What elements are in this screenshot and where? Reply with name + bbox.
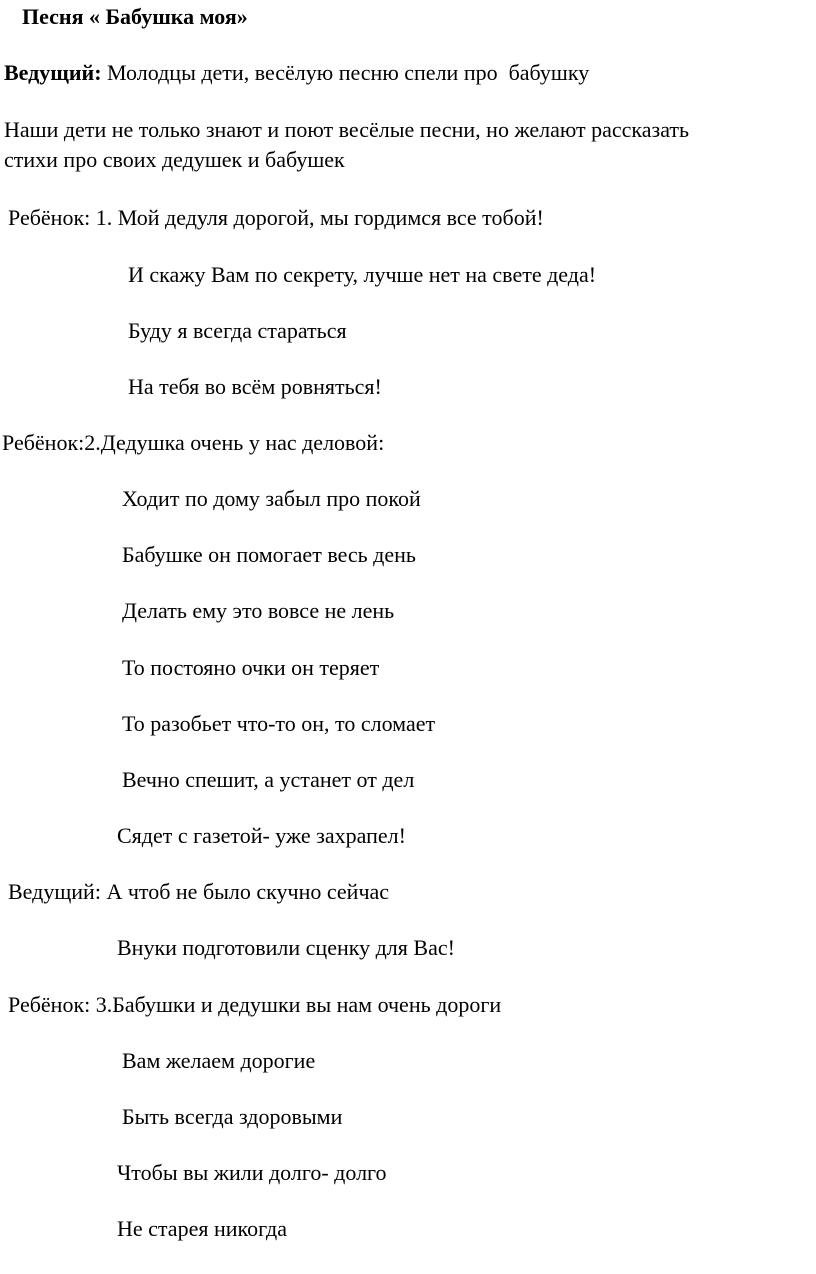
song-title: Песня « Бабушка моя»: [22, 4, 248, 29]
child2-line: Сядет с газетой- уже захрапел!: [117, 823, 406, 848]
child1-line: Буду я всегда стараться: [128, 318, 347, 343]
host-intro-text: Молодцы дети, весёлую песню спели про бабушку: [101, 60, 590, 85]
child3-line: Вам желаем дорогие: [122, 1048, 316, 1073]
child1-line: И скажу Вам по секрету, лучше нет на свете деда!: [128, 262, 597, 287]
child3-line: Не старея никогда: [117, 1216, 287, 1241]
child1-first-line: Ребёнок: 1. Мой дедуля дорогой, мы гордимся все тобой!: [8, 205, 544, 230]
child2-line: То разобьет что-то он, то сломает: [122, 711, 436, 736]
child1-line: На тебя во всём ровняться!: [128, 374, 382, 399]
child2-line: Ходит по дому забыл про покой: [122, 486, 421, 511]
child2-line: То постояно очки он теряет: [122, 655, 380, 680]
host-speaker-label: Ведущий:: [4, 60, 102, 85]
child2-line: Вечно спешит, а устанет от дел: [122, 767, 415, 792]
child3-first-line: Ребёнок: 3.Бабушки и дедушки вы нам очень дороги: [8, 992, 502, 1017]
child2-line: Делать ему это вовсе не лень: [122, 598, 395, 623]
host-intro-line: [4, 60, 589, 86]
child3-line: Чтобы вы жили долго- долго: [117, 1160, 387, 1185]
child2-first-line: Ребёнок:2.Дедушка очень у нас деловой:: [2, 430, 385, 455]
host2-first-line: Ведущий: А чтоб не было скучно сейчас: [8, 879, 390, 904]
intro-line-1: Наши дети не только знают и поют весёлые песни, но желают рассказать: [4, 117, 690, 142]
host2-line: Внуки подготовили сценку для Вас!: [117, 935, 455, 960]
child2-line: Бабушке он помогает весь день: [122, 542, 416, 567]
intro-line-2: стихи про своих дедушек и бабушек: [4, 147, 345, 172]
child3-line: Быть всегда здоровыми: [122, 1104, 343, 1129]
